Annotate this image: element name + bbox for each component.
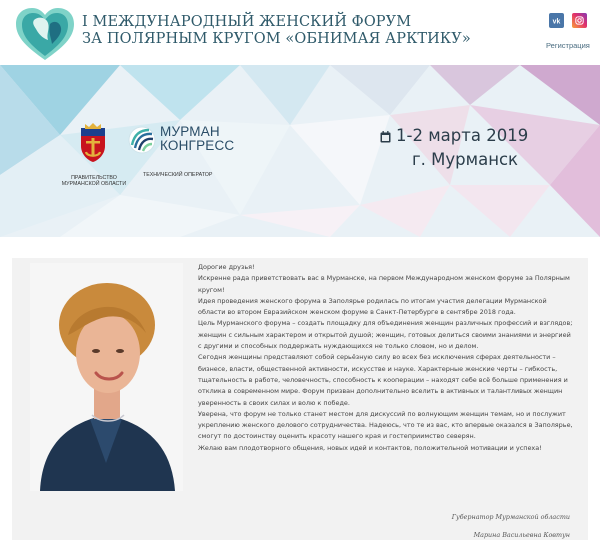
letter-greeting: Дорогие друзья! xyxy=(198,263,255,271)
event-city: г. Мурманск xyxy=(412,150,519,169)
event-title[interactable] xyxy=(82,14,522,48)
letter-paragraph: Желаю вам плодотворного общения, новых идей и контактов, положительной мотивации и успеха! xyxy=(198,443,542,452)
site-header xyxy=(0,0,600,65)
letter-paragraph: Уверена, что форум не только станет местом для дискуссий по волнующим женщин темам, но и послужит укреплению женского делового сотрудничества. Надеюсь, что те из вас, кто впервые оказался в Заполярье, смогут по достоинству оценить красоту нашего края и гостеприимство северян. xyxy=(198,409,573,441)
operator-name-line2: КОНГРЕСС xyxy=(160,138,235,153)
organizer-label-line1: ПРАВИТЕЛЬСТВО xyxy=(71,175,117,181)
signature-role: Губернатор Мурманской области xyxy=(451,513,570,521)
forum-logo-icon[interactable] xyxy=(14,6,76,62)
hero-banner xyxy=(0,65,600,237)
letter-paragraph: Сегодня женщины представляют собой серьёзную силу во всех без исключения сферах деятельности – бизнесе, власти, общественной активности, искусстве и науке. Характерные женские черты – гибкость, тщательность в работе, человечность, способность к кооперации – находят себе всё больше применения и отклика в современном мире. Форум призван дополнительно вселить в активных и талантливых женщин уверенность в своих силах и волю к победе. xyxy=(198,353,568,407)
operator-name-line1: МУРМАН xyxy=(160,124,220,139)
event-title-line1: I МЕЖДУНАРОДНЫЙ ЖЕНСКИЙ ФОРУМ xyxy=(82,14,412,30)
letter-paragraph: Идея проведения женского форума в Заполярье родилась по итогам участия делегации Мурманской области во втором Евразийском женском форуме в Санкт-Петербурге в сентябре 2018 года. xyxy=(198,296,547,317)
signature-name: Марина Васильевна Ковтун xyxy=(473,531,570,539)
murmansk-emblem-icon[interactable] xyxy=(75,120,111,164)
governor-portrait xyxy=(30,263,183,491)
welcome-letter xyxy=(198,262,576,454)
svg-text:vk: vk xyxy=(552,18,561,26)
welcome-section xyxy=(12,258,588,540)
instagram-icon[interactable] xyxy=(572,13,587,28)
event-title-line2: ЗА ПОЛЯРНЫМ КРУГОМ «ОБНИМАЯ АРКТИКУ» xyxy=(82,31,471,47)
event-date: 1-2 марта 2019 xyxy=(396,126,529,145)
register-link[interactable]: Регистрация xyxy=(546,41,590,50)
calendar-icon xyxy=(380,131,391,143)
organizer-label-line2: МУРМАНСКОЙ ОБЛАСТИ xyxy=(61,181,127,187)
murman-congress-logo-icon[interactable] xyxy=(127,125,157,155)
vk-icon[interactable] xyxy=(549,13,564,28)
letter-paragraph: Искренне рада приветствовать вас в Мурманске, на первом Международном женском форуме за Полярным кругом! xyxy=(198,274,570,294)
operator-label: ТЕХНИЧЕСКИЙ ОПЕРАТОР xyxy=(143,172,213,178)
organizer-label xyxy=(58,175,130,187)
letter-paragraph: Цель Мурманского форума – создать площадку для объединения женщин различных профессий и взглядов; женщин с сильным характером и открытой душой; женщин, готовых делиться своими знаниями и энергией с другими и способных поддержать нуждающихся не только словом, но и делом. xyxy=(198,319,573,351)
operator-name xyxy=(160,125,234,153)
